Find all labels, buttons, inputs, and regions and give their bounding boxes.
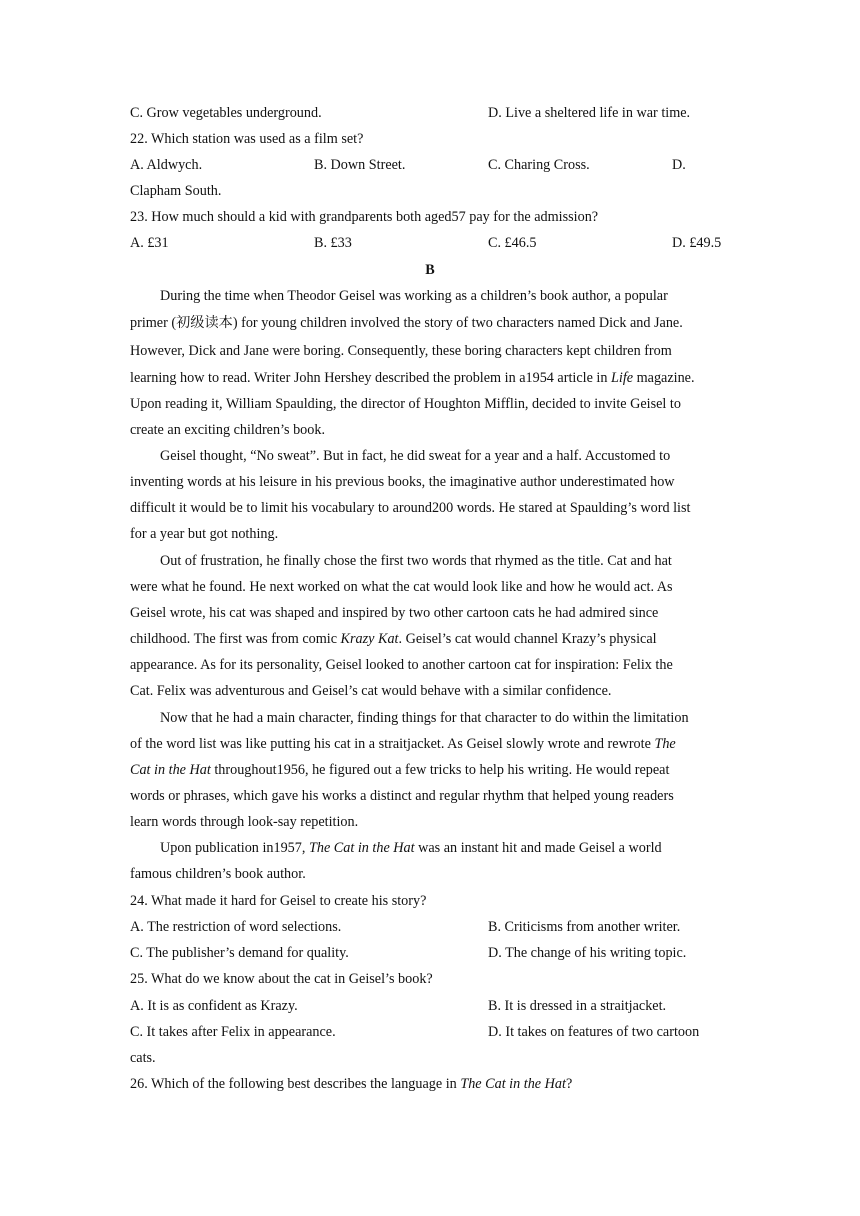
passage-p3-line: Geisel wrote, his cat was shaped and inspired by two other cartoon cats he had admired since — [130, 605, 659, 621]
q23-option-b: B. £33 — [314, 235, 352, 251]
passage-p2-line: difficult it would be to limit his vocabulary to around200 words. He stared at Spaulding’s word list — [130, 500, 691, 516]
q24-option-a: A. The restriction of word selections. — [130, 919, 342, 935]
q25-option-a: A. It is as confident as Krazy. — [130, 998, 298, 1014]
q22-question: 22. Which station was used as a film set? — [130, 131, 364, 147]
passage-p5-line: famous children’s book author. — [130, 866, 306, 882]
passage-p1-line: learning how to read. Writer John Hershey described the problem in a1954 article in Life magazine. — [130, 370, 695, 386]
q21-option-d: D. Live a sheltered life in war time. — [488, 105, 691, 121]
q24-question: 24. What made it hard for Geisel to create his story? — [130, 893, 427, 909]
q23-option-c: C. £46.5 — [488, 235, 537, 251]
passage-p4-line: of the word list was like putting his cat in a straitjacket. As Geisel slowly wrote and rewrote The — [130, 736, 676, 752]
q22-option-d-continued: Clapham South. — [130, 183, 222, 199]
passage-p2-line: for a year but got nothing. — [130, 526, 279, 542]
q25-option-d-continued: cats. — [130, 1050, 156, 1066]
q23-option-a: A. £31 — [130, 235, 169, 251]
q23-option-d: D. £49.5 — [672, 235, 722, 251]
q25-option-b: B. It is dressed in a straitjacket. — [488, 998, 667, 1014]
q24-option-b: B. Criticisms from another writer. — [488, 919, 681, 935]
passage-p3-line: were what he found. He next worked on what the cat would look like and how he would act. As — [130, 579, 673, 595]
q22-option-a: A. Aldwych. — [130, 157, 203, 173]
passage-p3-line: childhood. The first was from comic Krazy Kat. Geisel’s cat would channel Krazy’s physical — [130, 631, 657, 647]
q22-option-b: B. Down Street. — [314, 157, 406, 173]
passage-p1-line: Upon reading it, William Spaulding, the director of Houghton Mifflin, decided to invite Geisel to — [130, 396, 681, 412]
passage-p2-line: Geisel thought, “No sweat”. But in fact, he did sweat for a year and a half. Accustomed to — [160, 448, 671, 464]
passage-p5-line: Upon publication in1957, The Cat in the Hat was an instant hit and made Geisel a world — [160, 840, 662, 856]
passage-p2-line: inventing words at his leisure in his previous books, the imaginative author underestimated how — [130, 474, 675, 490]
q21-option-c: C. Grow vegetables underground. — [130, 105, 322, 121]
passage-p4-line: Now that he had a main character, finding things for that character to do within the limitation — [160, 710, 689, 726]
passage-p1-line: During the time when Theodor Geisel was working as a children’s book author, a popular — [160, 288, 668, 304]
passage-p3-line: appearance. As for its personality, Geisel looked to another cartoon cat for inspiration: Felix the — [130, 657, 673, 673]
q23-question: 23. How much should a kid with grandparents both aged57 pay for the admission? — [130, 209, 599, 225]
passage-p3-line: Out of frustration, he finally chose the first two words that rhymed as the title. Cat and hat — [160, 553, 672, 569]
passage-p1-line: create an exciting children’s book. — [130, 422, 326, 438]
q22-option-d: D. — [672, 157, 686, 173]
q25-option-d: D. It takes on features of two cartoon — [488, 1024, 700, 1040]
passage-p3-line: Cat. Felix was adventurous and Geisel’s cat would behave with a similar confidence. — [130, 683, 612, 699]
section-heading: B — [425, 262, 435, 278]
q25-question: 25. What do we know about the cat in Geisel’s book? — [130, 971, 433, 987]
q24-option-c: C. The publisher’s demand for quality. — [130, 945, 349, 961]
q26-question: 26. Which of the following best describes the language in The Cat in the Hat? — [130, 1076, 573, 1092]
passage-p4-line: Cat in the Hat throughout1956, he figured out a few tricks to help his writing. He would repeat — [130, 762, 670, 778]
q25-option-c: C. It takes after Felix in appearance. — [130, 1024, 336, 1040]
passage-p1-line: However, Dick and Jane were boring. Consequently, these boring characters kept children from — [130, 343, 672, 359]
passage-p1-line: primer (初级读本) for young children involved the story of two characters named Dick and Jane. — [130, 315, 683, 331]
q22-option-c: C. Charing Cross. — [488, 157, 590, 173]
passage-p4-line: learn words through look-say repetition. — [130, 814, 359, 830]
passage-p4-line: words or phrases, which gave his works a distinct and regular rhythm that helped young readers — [130, 788, 674, 804]
q24-option-d: D. The change of his writing topic. — [488, 945, 687, 961]
